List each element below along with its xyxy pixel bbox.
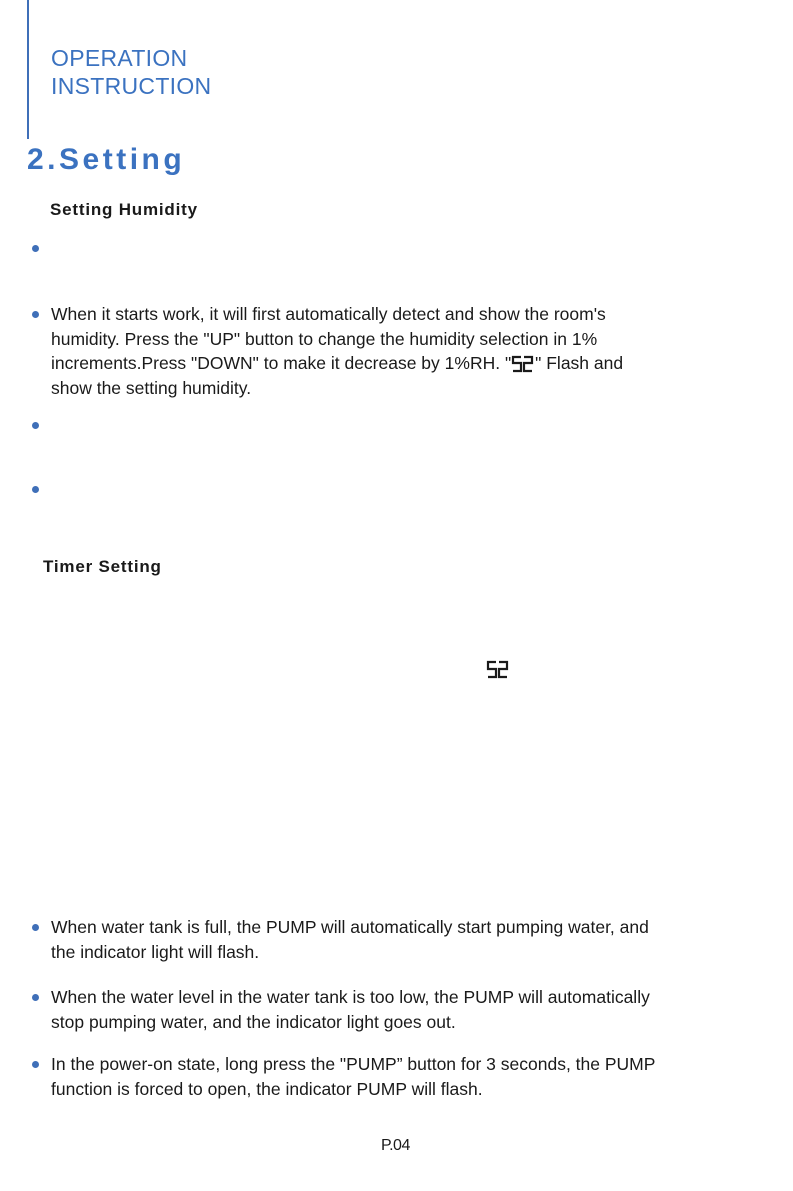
bullet-icon bbox=[32, 245, 39, 252]
header-title bbox=[51, 44, 211, 100]
humidity-heading: Setting Humidity bbox=[50, 200, 198, 219]
text-line: When it starts work, it will first automatically detect and show the room's bbox=[51, 304, 606, 324]
header-accent-bar bbox=[27, 0, 29, 139]
text-line: humidity. Press the "UP" button to change the humidity selection in 1% bbox=[51, 328, 598, 349]
text-line: When the water level in the water tank is too low, the PUMP will automatically bbox=[51, 987, 650, 1007]
header-title-line1: OPERATION bbox=[51, 45, 188, 71]
text-line: function is forced to open, the indicator PUMP will flash. bbox=[51, 1078, 483, 1099]
seven-segment-52-icon bbox=[511, 355, 535, 373]
pump-paragraph-1 bbox=[51, 915, 751, 964]
text-line bbox=[51, 351, 751, 376]
bullet-icon bbox=[32, 1061, 39, 1068]
text-line: show the setting humidity. bbox=[51, 377, 252, 398]
text-line: stop pumping water, and the indicator light goes out. bbox=[51, 1011, 456, 1032]
page-number: P.04 bbox=[381, 1137, 410, 1154]
pump-paragraph-3 bbox=[51, 1052, 751, 1101]
bullet-icon bbox=[32, 486, 39, 493]
text-fragment: increments.Press "DOWN" to make it decrease by 1%RH. " bbox=[51, 353, 512, 373]
bullet-icon bbox=[32, 311, 39, 318]
section-heading: 2.Setting bbox=[27, 143, 186, 176]
text-line: When water tank is full, the PUMP will automatically start pumping water, and bbox=[51, 917, 649, 937]
bullet-icon bbox=[32, 924, 39, 931]
header-title-line2: INSTRUCTION bbox=[51, 73, 212, 99]
text-line: the indicator light will flash. bbox=[51, 941, 260, 962]
text-line: In the power-on state, long press the "PUMP” button for 3 seconds, the PUMP bbox=[51, 1054, 656, 1074]
pump-paragraph-2 bbox=[51, 985, 751, 1034]
humidity-paragraph bbox=[51, 302, 751, 400]
seven-segment-52-icon bbox=[486, 660, 510, 680]
text-fragment: " Flash and bbox=[535, 353, 624, 373]
bullet-icon bbox=[32, 422, 39, 429]
bullet-icon bbox=[32, 994, 39, 1001]
timer-heading: Timer Setting bbox=[43, 557, 162, 576]
